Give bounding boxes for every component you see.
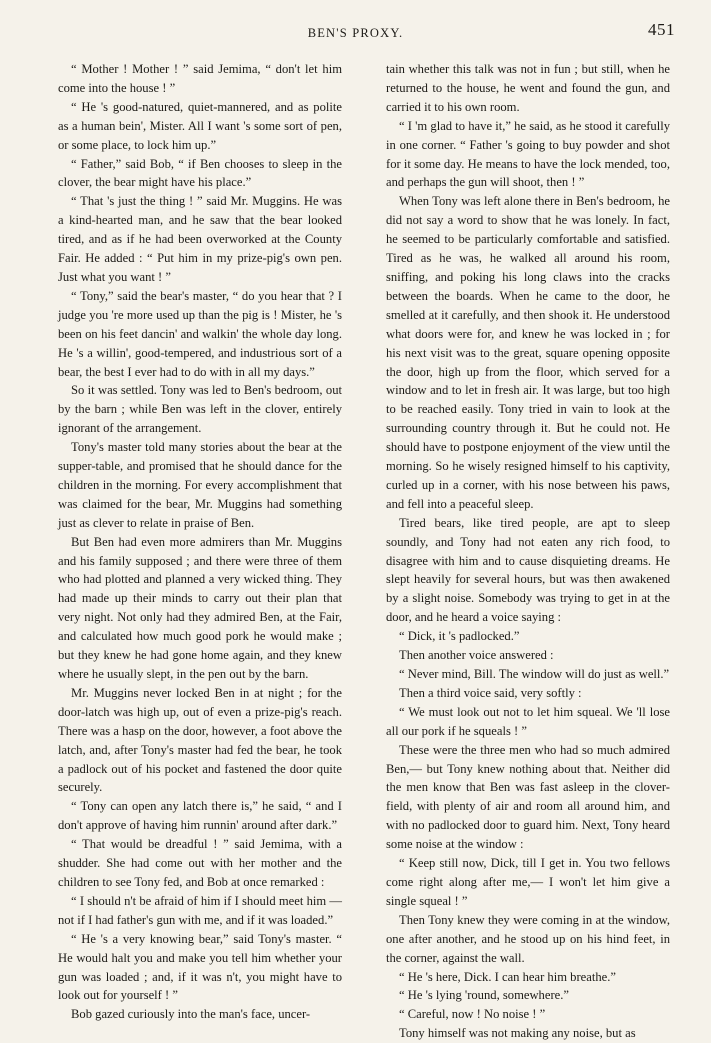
paragraph: “ Never mind, Bill. The window will do just as well.”: [399, 667, 670, 681]
paragraph: Tony himself was not making any noise, but as: [399, 1026, 636, 1041]
paragraph: “ We must look out not to let him squeal. We 'll lose all our pork if he squeals ! ”: [386, 704, 670, 738]
paragraph: Tony's master told many stories about the bear at the supper-table, and promised that he should dance for the children in the morning. For every accomplishment that was claimed for the bear, Mr. Muggins had something just as clever to relate in praise of Ben.: [58, 440, 342, 530]
paragraph: “ I 'm glad to have it,” he said, as he stood it carefully in one corner. “ Father 's going to buy powder and shot for it some day. He means to have the lock mended, too, and perhaps the gun will shoot, then ! ”: [386, 118, 670, 190]
paragraph: “ That 's just the thing ! ” said Mr. Muggins. He was a kind-hearted man, and he saw that the bear looked tired, and as if he had been overworked at the County Fair. He added : “ Put him in my prize-pig's own pen. Just what you want ! ”: [58, 194, 342, 284]
page-number: 451: [648, 20, 675, 39]
paragraph: “ Careful, now ! No noise ! ”: [399, 1007, 546, 1022]
paragraph: Tired bears, like tired people, are apt to sleep soundly, and Tony had not eaten any rich food, to disagree with him and to cause disquieting dreams. He slept heavily for several hours, but was then awakened by a slight noise. Somebody was trying to get in at the door, and he heard a voice saying :: [386, 515, 670, 625]
text-columns: [58, 60, 670, 1043]
paragraph: But Ben had even more admirers than Mr. Muggins and his family supposed ; and there were three of them who had plotted and planned a very wicked thing. They had made up their minds to carry out their plan that very night. Not only had they admired Ben, at the Fair, and calculated how much good pork he would make ; but they knew he had gone home again, and they knew where he usually slept, in the pen out by the barn.: [58, 534, 342, 681]
paragraph: “ Dick, it 's padlocked.”: [399, 629, 520, 644]
paragraph: “ Tony can open any latch there is,” he said, “ and I don't approve of having him runnin' around after dark.”: [58, 799, 342, 833]
paragraph: Then a third voice said, very softly :: [399, 685, 582, 700]
paragraph: “ He 's here, Dick. I can hear him breathe.”: [399, 969, 616, 984]
paragraph: “ Tony,” said the bear's master, “ do you hear that ? I judge you 're more used up than the pig is ! Mister, he 's been on his feet dancin' and walkin' the whole day long. He 's a willin', good-tempered, and industrious sort of a bear, the best I ever had to do with in all my days.”: [58, 288, 342, 379]
paragraph: Bob gazed curiously into the man's face, uncer-: [71, 1007, 311, 1022]
paragraph: Then Tony knew they were coming in at the window, one after another, and he stood up on his hind feet, in the corner, against the wall.: [386, 912, 670, 965]
running-title: BEN'S PROXY.: [307, 26, 404, 40]
paragraph: So it was settled. Tony was led to Ben's bedroom, out by the barn ; while Ben was left in the clover, entirely ignorant of the arrangement.: [58, 383, 342, 436]
paragraph: When Tony was left alone there in Ben's bedroom, he did not say a word to show that he was lonely. In fact, he seemed to be particularly comfortable and satisfied. Tired as he was, he walked all around his room, sniffing, and poking his long claws into the cracks between the boards. When he came to the door, he smelled at it carefully, and then shook it. He understood what doors were for, and knew he was locked in ; for his next visit was to the great, square opening opposite the door, high up from the floor, which served for a window and to let in fresh air. It was large, but too high to be reached easily. Tony tried in vain to look at the surrounding country through it. But he could not. He should have to postpone enjoyment of the view until the morning. So he wisely resigned himself to his captivity, curled up in a corner, with his nose between his paws, and fell into a peaceful sleep.: [386, 194, 670, 511]
paragraph: “ Father,” said Bob, “ if Ben chooses to sleep in the clover, the bear might have his place.”: [58, 156, 342, 190]
left-column: [58, 60, 342, 1043]
paragraph: “ Keep still now, Dick, till I get in. You two fellows come right along after me,— I won't let him give a single squeal ! ”: [386, 856, 670, 908]
paragraph: These were the three men who had so much admired Ben,— but Tony knew nothing about that. Neither did the men know that Ben was fast asleep in the clover-field, with plenty of air and room all around him, and with no padlocked door to guard him. Next, Tony heard some noise at the window :: [386, 742, 670, 852]
paragraph: Mr. Muggins never locked Ben in at night ; for the door-latch was high up, out of even a prize-pig's reach. There was a hasp on the door, however, a foot above the latch, and, after Tony's master had fed the bear, he took a padlock out of his pocket and fastened the door quite securely.: [58, 685, 342, 795]
paragraph: “ That would be dreadful ! ” said Jemima, with a shudder. She had come out with her mother and the children to see Tony fed, and Bob at once remarked :: [58, 837, 342, 889]
paragraph: “ Mother ! Mother ! ” said Jemima, “ don't let him come into the house ! ”: [58, 62, 342, 95]
right-column: [386, 60, 670, 1043]
paragraph: “ I should n't be afraid of him if I should meet him — not if I had father's gun with me, and if it was loaded.”: [58, 893, 342, 927]
paragraph: Then another voice answered :: [399, 648, 554, 663]
paragraph: “ He 's lying 'round, somewhere.”: [399, 988, 569, 1003]
paragraph-continued: tain whether this talk was not in fun ; but still, when he returned to the house, he went and found the gun, and carried it to his own room.: [386, 62, 670, 114]
paragraph: “ He 's good-natured, quiet-mannered, and as polite as a human bein', Mister. All I want 's some sort of pen, or some place, to lock him up.”: [58, 99, 342, 152]
paragraph: “ He 's a very knowing bear,” said Tony's master. “ He would halt you and make you tell him whether your gun was loaded ; and, if it was n't, you might have to look out for yourself ! ”: [58, 931, 342, 1003]
